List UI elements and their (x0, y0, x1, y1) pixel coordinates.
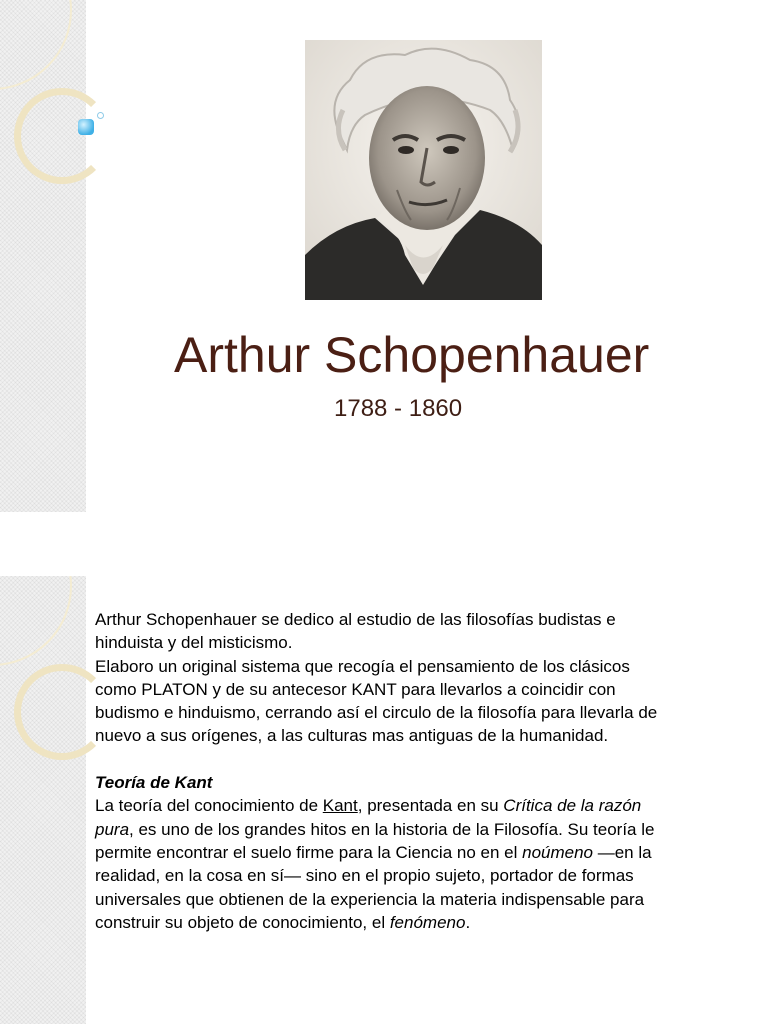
text-line: La teoría del conocimiento de (95, 796, 323, 816)
paragraph-intro (95, 608, 745, 748)
text-line: —en la (593, 842, 652, 862)
section-heading: Teoría de Kant (95, 773, 213, 793)
decorative-side-strip (0, 0, 86, 512)
text-line: , es uno de los grandes hitos en la historia de la Filosofía. Su teoría le (129, 819, 655, 839)
bubble-icon (97, 112, 104, 119)
text-line: budismo e hinduismo, cerrando así el circulo de la filosofía para llevarla de (95, 703, 658, 723)
text-line: como PLATON y de su antecesor KANT para llevarlos a coincidir con (95, 679, 616, 699)
decorative-ring (14, 88, 110, 184)
text-line: construir su objeto de conocimiento, el (95, 912, 390, 932)
text-line: . (465, 912, 471, 932)
text-line: , presentada en su (357, 796, 504, 816)
book-title: Crítica de la razón (503, 796, 642, 816)
portrait-image (305, 40, 542, 300)
life-years: 1788 - 1860 (334, 395, 463, 422)
text-line: nuevo a sus orígenes, a las culturas mas antiguas de la humanidad. (95, 726, 609, 746)
term-noumeno: noúmeno (522, 842, 593, 862)
page-title: Arthur Schopenhauer (174, 327, 650, 383)
decorative-ring (0, 0, 72, 90)
term-fenomeno: fenómeno (389, 912, 466, 932)
bubble-icon (78, 119, 94, 135)
text-line: universales que obtienen de la experiencia la materia indispensable para (95, 889, 645, 909)
text-line: Elaboro un original sistema que recogía el pensamiento de los clásicos (95, 656, 630, 676)
body-text (95, 608, 745, 934)
kant-link[interactable]: Kant (322, 796, 358, 816)
slide-content (0, 576, 768, 1024)
text-line: Arthur Schopenhauer se dedico al estudio de las filosofías budistas e (95, 610, 616, 629)
text-line: realidad, en la cosa en sí— sino en el propio sujeto, portador de formas (95, 866, 634, 886)
decorative-ring (0, 576, 72, 666)
text-line: permite encontrar el suelo firme para la Ciencia no en el (95, 842, 523, 862)
paragraph-kant (95, 794, 745, 934)
book-title: pura (95, 819, 130, 839)
text-line: hinduista y del misticismo. (95, 633, 293, 653)
decorative-side-strip (0, 576, 86, 1024)
